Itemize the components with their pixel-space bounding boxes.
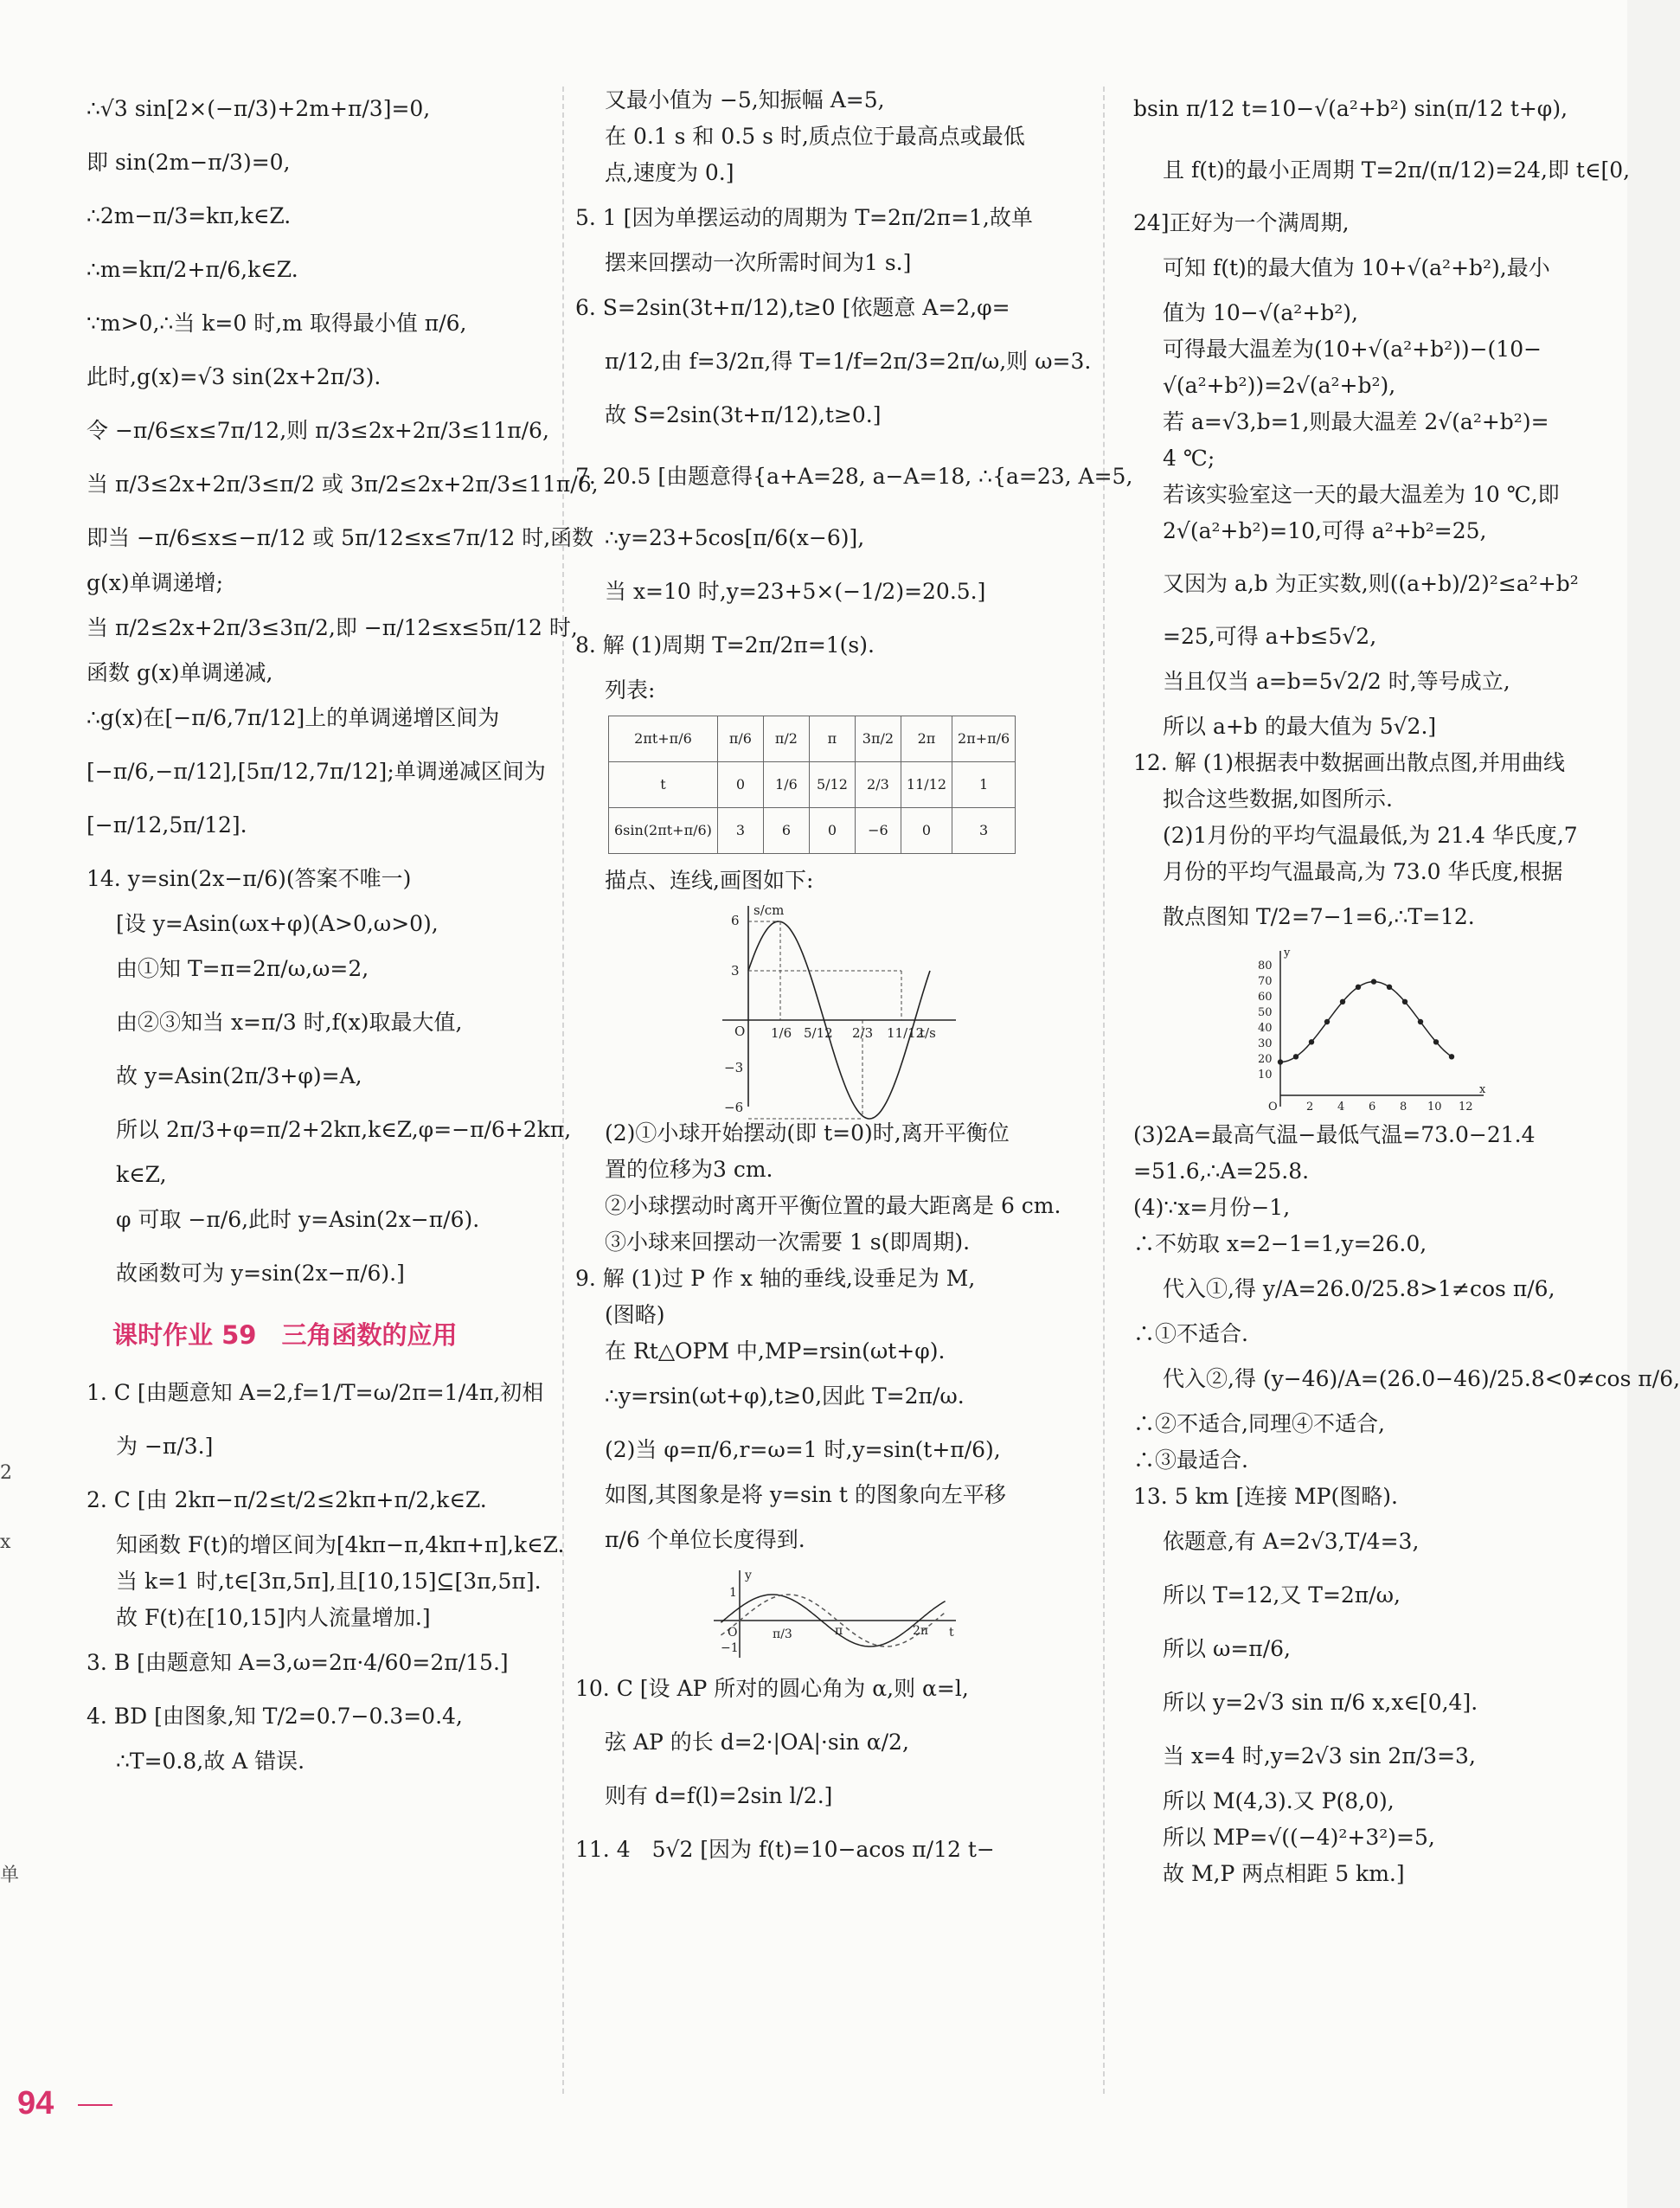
solution-line: 散点图知 T/2=7−1=6,∴T=12. — [1163, 904, 1475, 929]
problem-6-answer: 6. S=2sin(3t+π/12),t≥0 [依题意 A=2,φ= — [575, 295, 1010, 320]
x-tick-label: 1/6 — [771, 1025, 792, 1041]
solution-line: 在 Rt△OPM 中,MP=rsin(ωt+φ). — [605, 1338, 946, 1364]
solution-line: [设 y=Asin(ωx+φ)(A>0,ω>0), — [116, 911, 439, 936]
solution-line: 当 k=1 时,t∈[3π,5π],且[10,15]⊆[3π,5π]. — [116, 1569, 542, 1594]
column-right — [1133, 82, 1680, 1892]
solution-line: 函数 g(x)单调递减, — [87, 660, 273, 685]
page-number-rule — [78, 2104, 112, 2106]
x-tick-label: 11/12 — [887, 1025, 925, 1041]
table-row-head: t — [609, 762, 718, 808]
scatter-point — [1449, 1054, 1454, 1059]
y-tick-label: 30 — [1258, 1037, 1273, 1050]
scatter-point — [1402, 999, 1407, 1005]
x-tick-label: 2 — [1306, 1101, 1314, 1114]
y-axis-label: y — [1284, 947, 1291, 960]
table-row — [609, 762, 1016, 808]
solution-line: 置的位移为3 cm. — [605, 1157, 773, 1182]
y-tick-label: 3 — [731, 963, 740, 979]
table-cell: π/2 — [763, 716, 809, 762]
solution-line: √(a²+b²))=2√(a²+b²), — [1163, 373, 1396, 398]
solution-line: (2)①小球开始摆动(即 t=0)时,离开平衡位 — [605, 1120, 1010, 1146]
solution-line: 在 0.1 s 和 0.5 s 时,质点位于最高点或最低 — [605, 124, 1025, 149]
scatter-point — [1371, 979, 1376, 984]
solution-line: k∈Z, — [116, 1162, 167, 1187]
solution-line: ∴③最适合. — [1133, 1447, 1248, 1473]
solution-line: (4)∵x=月份−1, — [1133, 1195, 1291, 1220]
table-cell: 5/12 — [809, 762, 855, 808]
origin-label: O — [728, 1626, 738, 1640]
table-cell: 2π+π/6 — [952, 716, 1016, 762]
solution-line: 若 a=√3,b=1,则最大温差 2√(a²+b²)= — [1163, 409, 1549, 434]
column-divider — [1103, 87, 1105, 2094]
solution-line: ∴不妨取 x=2−1=1,y=26.0, — [1133, 1231, 1427, 1256]
y-axis-label: s/cm — [753, 902, 785, 918]
x-axis-label: x — [1479, 1083, 1486, 1096]
table-cell: 3π/2 — [855, 716, 901, 762]
solution-line: ∴y=23+5cos[π/6(x−6)], — [605, 525, 865, 550]
solution-line: ∴m=kπ/2+π/6,k∈Z. — [87, 257, 298, 282]
table-cell: 3 — [952, 808, 1016, 854]
table-cell: 2π — [901, 716, 952, 762]
solution-line: 拟合这些数据,如图所示. — [1163, 786, 1393, 812]
solution-line: 当且仅当 a=b=5√2/2 时,等号成立, — [1163, 669, 1510, 694]
solution-line: ∴√3 sin[2×(−π/3)+2m+π/3]=0, — [87, 96, 431, 121]
solution-line: 摆来回摆动一次所需时间为1 s.] — [605, 250, 912, 275]
y-tick-label: 20 — [1258, 1053, 1273, 1066]
problem-1-answer: 1. C [由题意知 A=2,f=1/T=ω/2π=1/4π,初相 — [87, 1380, 544, 1405]
solution-line: 又因为 a,b 为正实数,则((a+b)/2)²≤a²+b² — [1163, 571, 1579, 596]
solution-line: 所以 y=2√3 sin π/6 x,x∈[0,4]. — [1163, 1690, 1478, 1715]
problem-7-answer: 7. 20.5 [由题意得{a+A=28, a−A=18, ∴{a=23, A=5, — [575, 464, 1133, 489]
y-tick-label: 50 — [1258, 1006, 1273, 1019]
table-cell: 0 — [809, 808, 855, 854]
solution-line: 故 F(t)在[10,15]内人流量增加.] — [116, 1605, 431, 1630]
solution-line: ③小球来回摆动一次需要 1 s(即周期). — [605, 1229, 971, 1255]
table-cell: 2/3 — [855, 762, 901, 808]
edge-mark: 单 — [0, 1865, 20, 1886]
solution-line: 故 y=Asin(2π/3+φ)=A, — [116, 1063, 362, 1088]
scatter-point — [1418, 1019, 1423, 1024]
problem-14-answer: 14. y=sin(2x−π/6)(答案不唯一) — [87, 866, 412, 891]
y-axis-label: y — [745, 1569, 752, 1582]
y-tick-label: 10 — [1258, 1069, 1273, 1082]
x-tick-label: π — [835, 1624, 843, 1638]
solution-line: 由①知 T=π=2π/ω,ω=2, — [116, 956, 369, 981]
x-tick-label: 10 — [1427, 1101, 1442, 1114]
table-row-head: 2πt+π/6 — [609, 716, 718, 762]
solution-line: 值为 10−√(a²+b²), — [1163, 300, 1358, 325]
section-title: 课时作业 59 三角函数的应用 — [112, 1320, 458, 1350]
solution-line: φ 可取 −π/6,此时 y=Asin(2x−π/6). — [116, 1207, 480, 1232]
solution-line: 当 x=4 时,y=2√3 sin 2π/3=3, — [1163, 1743, 1476, 1768]
problem-2-answer: 2. C [由 2kπ−π/2≤t/2≤2kπ+π/2,k∈Z. — [87, 1487, 487, 1512]
x-axis-label: t — [949, 1626, 954, 1640]
solution-line: 即当 −π/6≤x≤−π/12 或 5π/12≤x≤7π/12 时,函数 — [87, 525, 594, 550]
sine-displacement-graph — [705, 899, 965, 1115]
y-tick-label: −3 — [724, 1060, 744, 1075]
solution-line: 描点、连线,画图如下: — [605, 868, 814, 893]
column-middle — [575, 82, 1133, 1877]
solution-line: ∴2m−π/3=kπ,k∈Z. — [87, 203, 292, 228]
y-tick-label: 80 — [1258, 960, 1273, 972]
solution-line: 故 S=2sin(3t+π/12),t≥0.] — [605, 402, 882, 427]
solution-line: 当 x=10 时,y=23+5×(−1/2)=20.5.] — [605, 579, 986, 604]
solution-line: 所以 2π/3+φ=π/2+2kπ,k∈Z,φ=−π/6+2kπ, — [116, 1117, 572, 1142]
scatter-point — [1356, 985, 1361, 990]
shifted-sine-graph — [705, 1567, 965, 1662]
problem-10-answer: 10. C [设 AP 所对的圆心角为 α,则 α=l, — [575, 1676, 969, 1701]
solution-line: 当 π/3≤2x+2π/3≤π/2 或 3π/2≤2x+2π/3≤11π/6, — [87, 472, 599, 497]
solution-line: 当 π/2≤2x+2π/3≤3π/2,即 −π/12≤x≤5π/12 时, — [87, 615, 578, 640]
solution-line: 2√(a²+b²)=10,可得 a²+b²=25, — [1163, 518, 1487, 543]
solution-line: ∴g(x)在[−π/6,7π/12]上的单调递增区间为 — [87, 705, 500, 730]
solution-line: (2)当 φ=π/6,r=ω=1 时,y=sin(t+π/6), — [605, 1437, 1001, 1462]
solution-line: (2)1月份的平均气温最低,为 21.4 华氏度,7 — [1163, 823, 1578, 848]
solution-line: 此时,g(x)=√3 sin(2x+2π/3). — [87, 364, 382, 389]
solution-line: 所以 T=12,又 T=2π/ω, — [1163, 1582, 1401, 1608]
problem-3-answer: 3. B [由题意知 A=3,ω=2π·4/60=2π/15.] — [87, 1650, 509, 1675]
solution-line: 又最小值为 −5,知振幅 A=5, — [605, 87, 885, 112]
solution-line: g(x)单调递增; — [87, 570, 224, 595]
problem-8-answer: 8. 解 (1)周期 T=2π/2π=1(s). — [575, 632, 875, 658]
table-cell: 6 — [763, 808, 809, 854]
column-left — [87, 82, 599, 1780]
solution-line: 月份的平均气温最高,为 73.0 华氏度,根据 — [1163, 859, 1563, 884]
solution-line: 所以 MP=√((−4)²+3²)=5, — [1163, 1825, 1435, 1850]
solution-line: bsin π/12 t=10−√(a²+b²) sin(π/12 t+φ), — [1133, 96, 1568, 121]
origin-label: O — [734, 1024, 746, 1039]
solution-line: 由②③知当 x=π/3 时,f(x)取最大值, — [116, 1010, 463, 1035]
solution-line: 所以 a+b 的最大值为 5√2.] — [1163, 714, 1437, 739]
solution-line: 知函数 F(t)的增区间为[4kπ−π,4kπ+π],k∈Z. — [116, 1532, 565, 1557]
solution-line: ∴①不适合. — [1133, 1321, 1248, 1346]
problem-12-answer: 12. 解 (1)根据表中数据画出散点图,并用曲线 — [1133, 750, 1566, 775]
scatter-point — [1293, 1054, 1298, 1059]
scatter-point — [1309, 1039, 1314, 1044]
table-row — [609, 808, 1016, 854]
solution-line: 列表: — [605, 677, 656, 703]
solution-line: 且 f(t)的最小正周期 T=2π/(π/12)=24,即 t∈[0, — [1163, 157, 1631, 183]
solution-line: 4 ℃; — [1163, 446, 1215, 471]
problem-4-answer: 4. BD [由图象,知 T/2=0.7−0.3=0.4, — [87, 1704, 463, 1729]
table-row — [609, 716, 1016, 762]
table-cell: π — [809, 716, 855, 762]
solution-line: 依题意,有 A=2√3,T/4=3, — [1163, 1529, 1420, 1554]
solution-line: 如图,其图象是将 y=sin t 的图象向左平移 — [605, 1482, 1006, 1507]
table-cell: 1 — [952, 762, 1016, 808]
solution-line: ∴y=rsin(ωt+φ),t≥0,因此 T=2π/ω. — [605, 1383, 965, 1409]
column-divider — [562, 87, 564, 2094]
fitted-curve — [1280, 982, 1452, 1062]
table-cell: π/6 — [717, 716, 763, 762]
y-tick-label: 6 — [731, 913, 740, 928]
problem-5-answer: 5. 1 [因为单摆运动的周期为 T=2π/2π=1,故单 — [575, 205, 1033, 230]
x-tick-label: 4 — [1337, 1101, 1345, 1114]
solution-line: 故函数可为 y=sin(2x−π/6).] — [116, 1261, 405, 1286]
solution-line: [−π/6,−π/12],[5π/12,7π/12];单调递减区间为 — [87, 759, 546, 784]
solution-line: 故 M,P 两点相距 5 km.] — [1163, 1861, 1405, 1886]
table-row-head: 6sin(2πt+π/6) — [609, 808, 718, 854]
edge-mark: 2 — [0, 1462, 12, 1484]
page-number: 94 — [17, 2085, 55, 2121]
solution-line: =51.6,∴A=25.8. — [1133, 1159, 1310, 1184]
x-tick-label: 5/12 — [804, 1025, 833, 1041]
solution-line: 若该实验室这一天的最大温差为 10 ℃,即 — [1163, 482, 1560, 507]
y-tick-label: 1 — [729, 1586, 737, 1600]
x-tick-label: π/3 — [773, 1627, 792, 1641]
problem-13-answer: 13. 5 km [连接 MP(图略). — [1133, 1484, 1398, 1509]
table-cell: 11/12 — [901, 762, 952, 808]
table-cell: 0 — [717, 762, 763, 808]
scatter-point — [1278, 1059, 1283, 1064]
solution-line: 令 −π/6≤x≤7π/12,则 π/3≤2x+2π/3≤11π/6, — [87, 418, 549, 443]
solution-line: 可得最大温差为(10+√(a²+b²))−(10− — [1163, 337, 1542, 362]
x-tick-label: 8 — [1400, 1101, 1407, 1114]
y-tick-label: 70 — [1258, 975, 1273, 988]
y-tick-label: −6 — [724, 1100, 744, 1115]
solution-line: 代入①,得 y/A=26.0/25.8>1≠cos π/6, — [1163, 1276, 1555, 1301]
solution-line: 所以 ω=π/6, — [1163, 1636, 1291, 1661]
solution-line: 即 sin(2m−π/3)=0, — [87, 150, 291, 175]
table-cell: 3 — [717, 808, 763, 854]
y-tick-label: 40 — [1258, 1022, 1273, 1035]
value-table — [608, 716, 1016, 854]
x-tick-label: 6 — [1369, 1101, 1376, 1114]
solution-line: ∵m>0,∴当 k=0 时,m 取得最小值 π/6, — [87, 311, 467, 336]
x-tick-label: 2/3 — [852, 1025, 874, 1041]
x-axis-label: t/s — [920, 1025, 936, 1041]
solution-line: 代入②,得 (y−46)/A=(26.0−46)/25.8<0≠cos π/6, — [1163, 1366, 1680, 1391]
problem-9-answer: 9. 解 (1)过 P 作 x 轴的垂线,设垂足为 M, — [575, 1266, 976, 1291]
solution-line: 可知 f(t)的最大值为 10+√(a²+b²),最小 — [1163, 255, 1550, 280]
solution-line: ∴②不适合,同理④不适合, — [1133, 1411, 1385, 1436]
table-cell: 1/6 — [763, 762, 809, 808]
solution-line: 为 −π/3.] — [116, 1434, 214, 1459]
solution-line: π/12,由 f=3/2π,得 T=1/f=2π/3=2π/ω,则 ω=3. — [605, 349, 1092, 374]
solution-line: 点,速度为 0.] — [605, 160, 734, 185]
solution-line: 弦 AP 的长 d=2·|OA|·sin α/2, — [605, 1730, 909, 1755]
y-tick-label: −1 — [721, 1641, 739, 1655]
scatter-point — [1433, 1039, 1439, 1044]
edge-mark: x — [0, 1531, 11, 1553]
scatter-point — [1340, 999, 1345, 1005]
solution-line: (图略) — [605, 1302, 665, 1327]
solution-line: 24]正好为一个满周期, — [1133, 210, 1350, 235]
solution-line: 所以 M(4,3).又 P(8,0), — [1163, 1788, 1395, 1813]
x-tick-label: 12 — [1459, 1101, 1473, 1114]
temperature-scatter-plot — [1246, 944, 1505, 1117]
scatter-point — [1387, 985, 1392, 990]
x-tick-label: 2π — [913, 1624, 929, 1638]
origin-label: O — [1268, 1101, 1278, 1114]
table-cell: 0 — [901, 808, 952, 854]
solution-line: [−π/12,5π/12]. — [87, 812, 247, 838]
y-tick-label: 60 — [1258, 991, 1273, 1004]
scatter-point — [1324, 1019, 1330, 1024]
table-cell: −6 — [855, 808, 901, 854]
solution-line: (3)2A=最高气温−最低气温=73.0−21.4 — [1133, 1122, 1536, 1147]
solution-line: ②小球摆动时离开平衡位置的最大距离是 6 cm. — [605, 1193, 1061, 1218]
solution-line: =25,可得 a+b≤5√2, — [1163, 624, 1377, 649]
solution-line: ∴T=0.8,故 A 错误. — [116, 1749, 305, 1774]
solution-line: 则有 d=f(l)=2sin l/2.] — [605, 1783, 833, 1808]
solution-line: π/6 个单位长度得到. — [605, 1527, 805, 1552]
problem-11-answer: 11. 4 5√2 [因为 f(t)=10−acos π/12 t− — [575, 1837, 995, 1862]
